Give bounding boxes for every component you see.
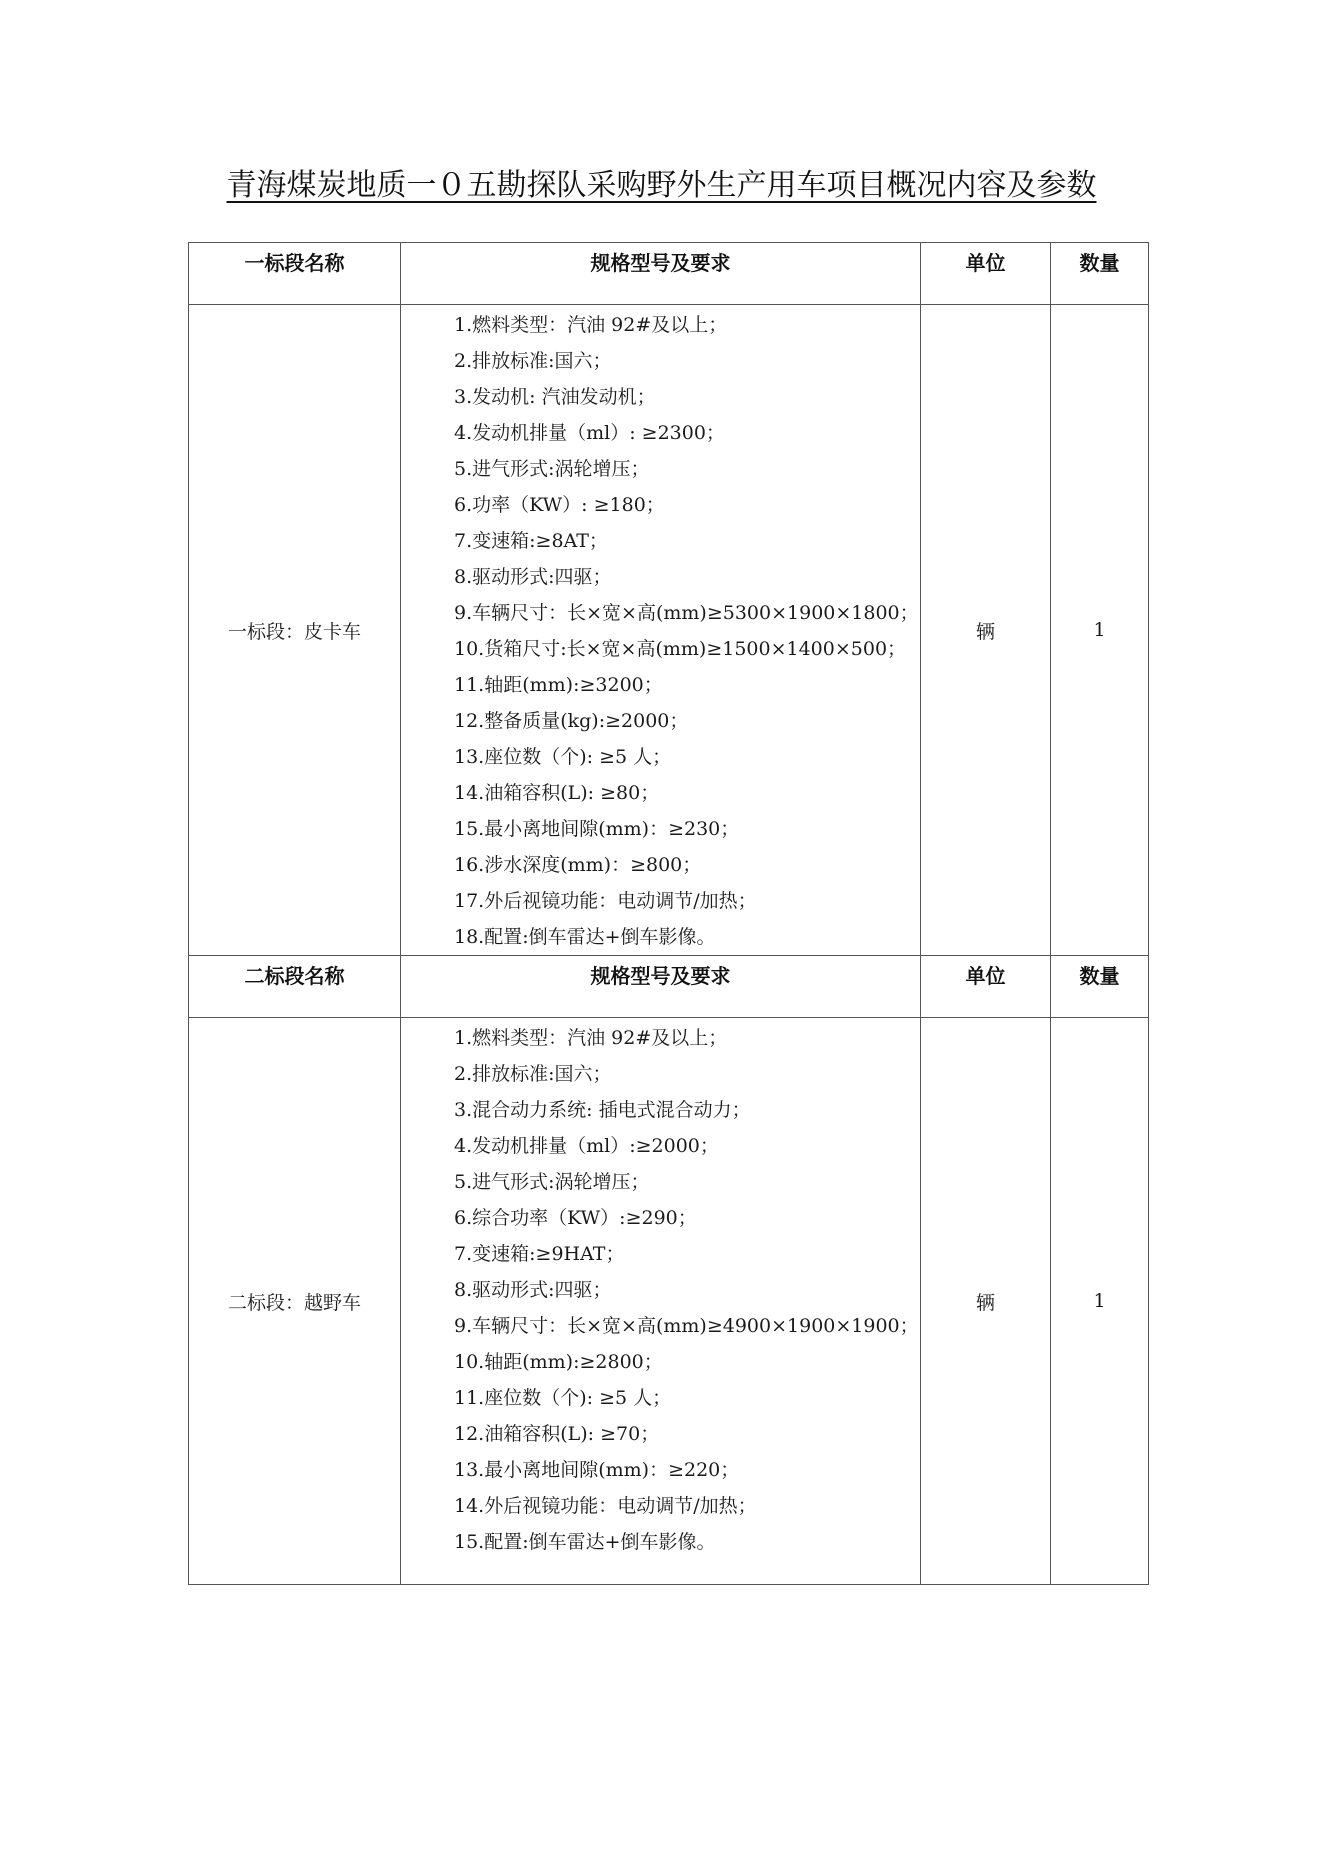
requirement-item: 14.外后视镜功能：电动调节/加热； [454, 1495, 757, 1517]
section-2-header-row [189, 956, 1149, 1018]
section-1-qty: 1 [1051, 305, 1149, 956]
section-2-unit: 辆 [921, 1018, 1051, 1585]
header-unit: 单位 [921, 243, 1051, 305]
requirement-item: 7.变速箱:≥8AT； [454, 530, 608, 552]
header-unit: 单位 [921, 956, 1051, 1018]
requirement-item: 1.燃料类型：汽油 92#及以上； [454, 1027, 728, 1049]
requirement-item: 9.车辆尺寸：长×宽×高(mm)≥4900×1900×1900； [454, 1315, 919, 1337]
requirement-item: 10.轴距(mm):≥2800； [454, 1351, 663, 1373]
header-spec: 规格型号及要求 [401, 956, 921, 1018]
requirement-item: 17.外后视镜功能：电动调节/加热； [454, 890, 757, 912]
requirement-item: 12.整备质量(kg):≥2000； [454, 710, 689, 732]
document-title: 青海煤炭地质一０五勘探队采购野外生产用车项目概况内容及参数 [226, 168, 1097, 203]
procurement-spec-table [188, 242, 1149, 1585]
requirement-item: 2.排放标准:国六； [454, 1063, 612, 1085]
requirement-item: 10.货箱尺寸:长×宽×高(mm)≥1500×1400×500； [454, 638, 907, 660]
requirement-item: 18.配置:倒车雷达+倒车影像。 [454, 926, 716, 948]
requirement-item: 6.功率（KW）: ≥180； [454, 494, 665, 516]
requirement-item: 11.座位数（个): ≥5 人； [454, 1387, 672, 1409]
requirement-item: 13.最小离地间隙(mm)：≥220； [454, 1459, 740, 1481]
requirement-item: 6.综合功率（KW）:≥290； [454, 1207, 697, 1229]
requirement-item: 4.发动机排量（ml）:≥2000； [454, 1135, 719, 1157]
section-1-name: 一标段：皮卡车 [189, 305, 401, 956]
section-1-header-row [189, 243, 1149, 305]
header-spec: 规格型号及要求 [401, 243, 921, 305]
requirement-item: 14.油箱容积(L): ≥80； [454, 782, 660, 804]
requirement-item: 15.最小离地间隙(mm)：≥230； [454, 818, 740, 840]
header-section-name: 一标段名称 [189, 243, 401, 305]
section-1-unit: 辆 [921, 305, 1051, 956]
requirement-item: 3.混合动力系统: 插电式混合动力； [454, 1099, 751, 1121]
requirement-item: 15.配置:倒车雷达+倒车影像。 [454, 1531, 716, 1553]
requirement-item: 1.燃料类型：汽油 92#及以上； [454, 314, 728, 336]
section-2-qty: 1 [1051, 1018, 1149, 1585]
header-qty: 数量 [1051, 243, 1149, 305]
requirement-item: 7.变速箱:≥9HAT； [454, 1243, 625, 1265]
section-1-row [189, 305, 1149, 956]
requirement-item: 8.驱动形式:四驱； [454, 566, 612, 588]
header-section-name: 二标段名称 [189, 956, 401, 1018]
requirement-item: 5.进气形式:涡轮增压； [454, 458, 650, 480]
requirement-item: 3.发动机: 汽油发动机； [454, 386, 656, 408]
requirement-item: 8.驱动形式:四驱； [454, 1279, 612, 1301]
requirement-item: 2.排放标准:国六； [454, 350, 612, 372]
header-qty: 数量 [1051, 956, 1149, 1018]
requirement-item: 9.车辆尺寸：长×宽×高(mm)≥5300×1900×1800； [454, 602, 919, 624]
section-2-row [189, 1018, 1149, 1585]
section-2-requirements [401, 1018, 921, 1585]
section-2-name: 二标段：越野车 [189, 1018, 401, 1585]
requirement-item: 13.座位数（个): ≥5 人； [454, 746, 672, 768]
requirement-item: 11.轴距(mm):≥3200； [454, 674, 663, 696]
requirement-item: 5.进气形式:涡轮增压； [454, 1171, 650, 1193]
requirement-item: 4.发动机排量（ml）: ≥2300； [454, 422, 725, 444]
section-1-requirements [401, 305, 921, 956]
requirement-item: 12.油箱容积(L): ≥70； [454, 1423, 660, 1445]
requirement-item: 16.涉水深度(mm)：≥800； [454, 854, 702, 876]
